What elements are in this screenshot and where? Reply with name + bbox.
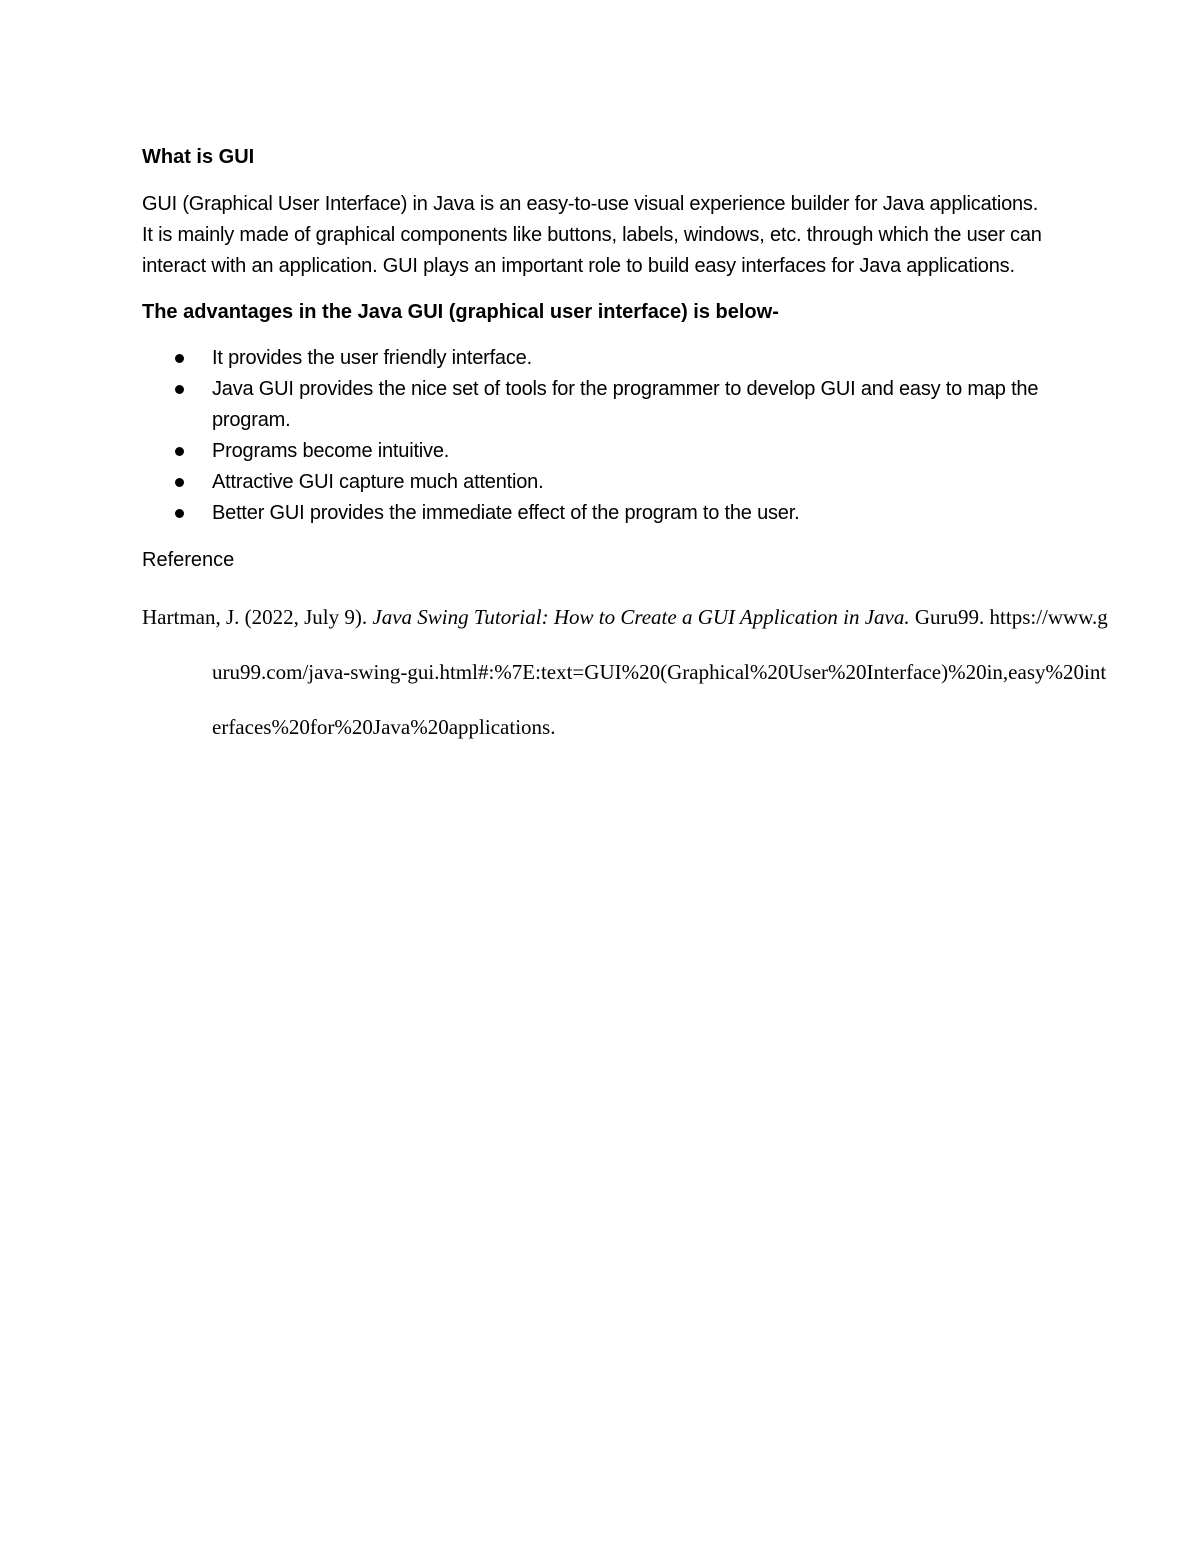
- citation-url[interactable]: https://www.guru99.com/java-swing-gui.html#:%7E:text=GUI%20(Graphical%20User%20Interface)%20in,easy%20interfaces%20for%20Java%20applications.: [212, 605, 1108, 739]
- list-item: [142, 374, 1042, 436]
- bullet-icon: [175, 354, 184, 363]
- reference-heading: Reference: [142, 549, 235, 571]
- list-item: [142, 343, 1042, 374]
- citation-authors-date: Hartman, J. (2022, July 9).: [142, 605, 373, 629]
- list-item-text: Java GUI provides the nice set of tools for the programmer to develop GUI and easy to map the program.: [212, 378, 1039, 431]
- reference-citation: [142, 590, 1112, 755]
- document-body: [142, 142, 1108, 755]
- citation-title: Java Swing Tutorial: How to Create a GUI Application in Java.: [372, 605, 910, 629]
- list-item-text: Programs become intuitive.: [212, 440, 450, 462]
- intro-paragraph: GUI (Graphical User Interface) in Java is an easy-to-use visual experience builder for Java applications. It is mainly made of graphical components like buttons, labels, windows, etc. through which the user can interact with an application. GUI plays an important role to build easy interfaces for Java applications.: [142, 193, 1042, 277]
- bullet-icon: [175, 385, 184, 394]
- advantages-heading: The advantages in the Java GUI (graphical user interface) is below-: [142, 301, 779, 323]
- section-heading: What is GUI: [142, 146, 255, 168]
- list-item-text: It provides the user friendly interface.: [212, 347, 532, 369]
- bullet-icon: [175, 509, 184, 518]
- bullet-icon: [175, 478, 184, 487]
- list-item-text: Better GUI provides the immediate effect of the program to the user.: [212, 502, 800, 524]
- list-item: [142, 436, 1042, 467]
- citation-publisher: Guru99.: [909, 605, 990, 629]
- list-item-text: Attractive GUI capture much attention.: [212, 471, 544, 493]
- advantages-list: [142, 343, 1042, 529]
- list-item: [142, 467, 1042, 498]
- list-item: [142, 498, 1042, 529]
- bullet-icon: [175, 447, 184, 456]
